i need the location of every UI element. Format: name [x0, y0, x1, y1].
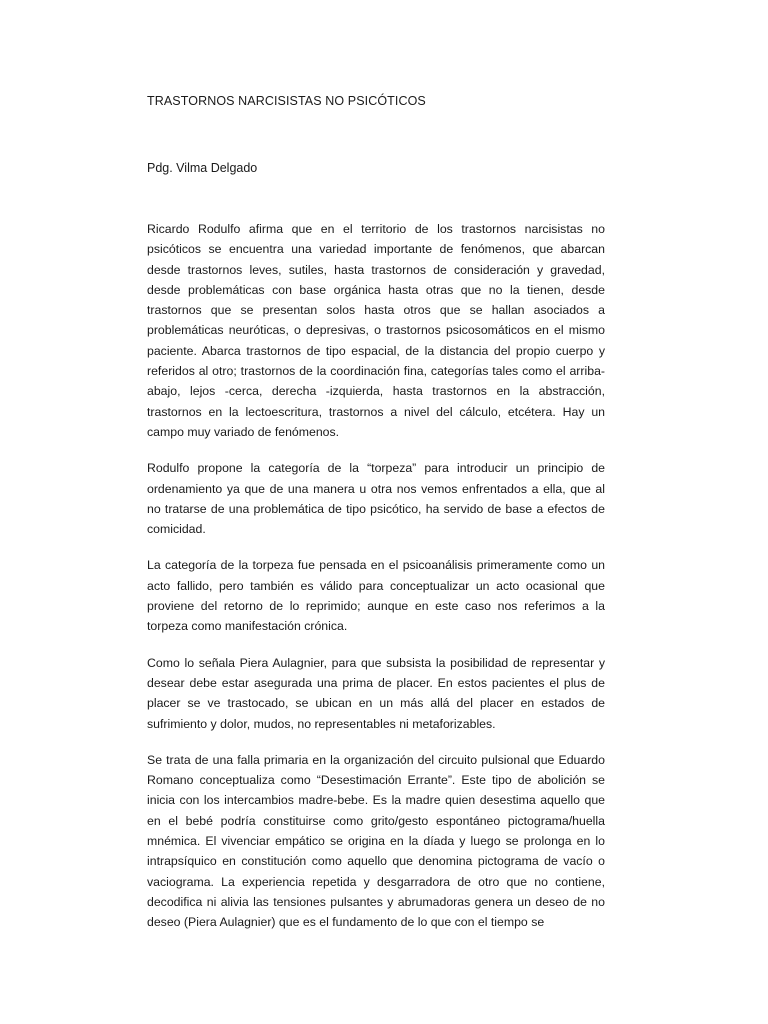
document-body [147, 219, 605, 949]
paragraph-2: Rodulfo propone la categoría de la “torpeza” para introducir un principio de ordenamiento ya que de una manera u otra nos vemos enfrentados a ella, que al no tratarse de una problemática de tipo psicótico, ha servido de base a efectos de comicidad. [147, 461, 605, 537]
document-title: TRASTORNOS NARCISISTAS NO PSICÓTICOS [147, 94, 426, 108]
paragraph-5: Se trata de una falla primaria en la organización del circuito pulsional que Eduardo Romano conceptualiza como “Desestimación Errante”. Este tipo de abolición se inicia con los intercambios madre-bebe. Es la madre quien desestima aquello que en el bebé podría constituirse como grito/gesto espontáneo pictograma/huella mnémica. El vivenciar empático se origina en la díada y luego se prolonga en lo intrapsíquico en constitución como aquello que denomina pictograma de vacío o vaciograma. La experiencia repetida y desgarradora de otro que no contiene, decodifica ni alivia las tensiones pulsantes y abrumadoras genera un deseo de no deseo (Piera Aulagnier) que es el fundamento de lo que con el tiempo se [147, 752, 605, 930]
document-author: Pdg. Vilma Delgado [147, 161, 258, 175]
paragraph-1: Ricardo Rodulfo afirma que en el territorio de los trastornos narcisistas no psicóticos se encuentra una variedad importante de fenómenos, que abarcan desde trastornos leves, sutiles, hasta trastornos de consideración y gravedad, desde problemáticas con base orgánica hasta otras que no la tienen, desde trastornos que se presentan solos hasta otros que se hallan asociados a problemáticas neuróticas, o depresivas, o trastornos psicosomáticos en el mismo paciente. Abarca trastornos de tipo espacial, de la distancia del propio cuerpo y referidos al otro; trastornos de la coordinación fina, categorías tales como el arriba-abajo, lejos -cerca, derecha -izquierda, hasta trastornos en la abstracción, trastornos en la lectoescritura, trastornos a nivel del cálculo, etcétera. Hay un campo muy variado de fenómenos. [147, 222, 605, 439]
paragraph-4: Como lo señala Piera Aulagnier, para que subsista la posibilidad de representar y desear debe estar asegurada una prima de placer. En estos pacientes el plus de placer se ve trastocado, se ubican en un más allá del placer en estados de sufrimiento y dolor, mudos, no representables ni metaforizables. [147, 655, 605, 731]
paragraph-3: La categoría de la torpeza fue pensada en el psicoanálisis primeramente como un acto fallido, pero también es válido para conceptualizar un acto ocasional que proviene del retorno de lo reprimido; aunque en este caso nos referimos a la torpeza como manifestación crónica. [147, 558, 605, 634]
